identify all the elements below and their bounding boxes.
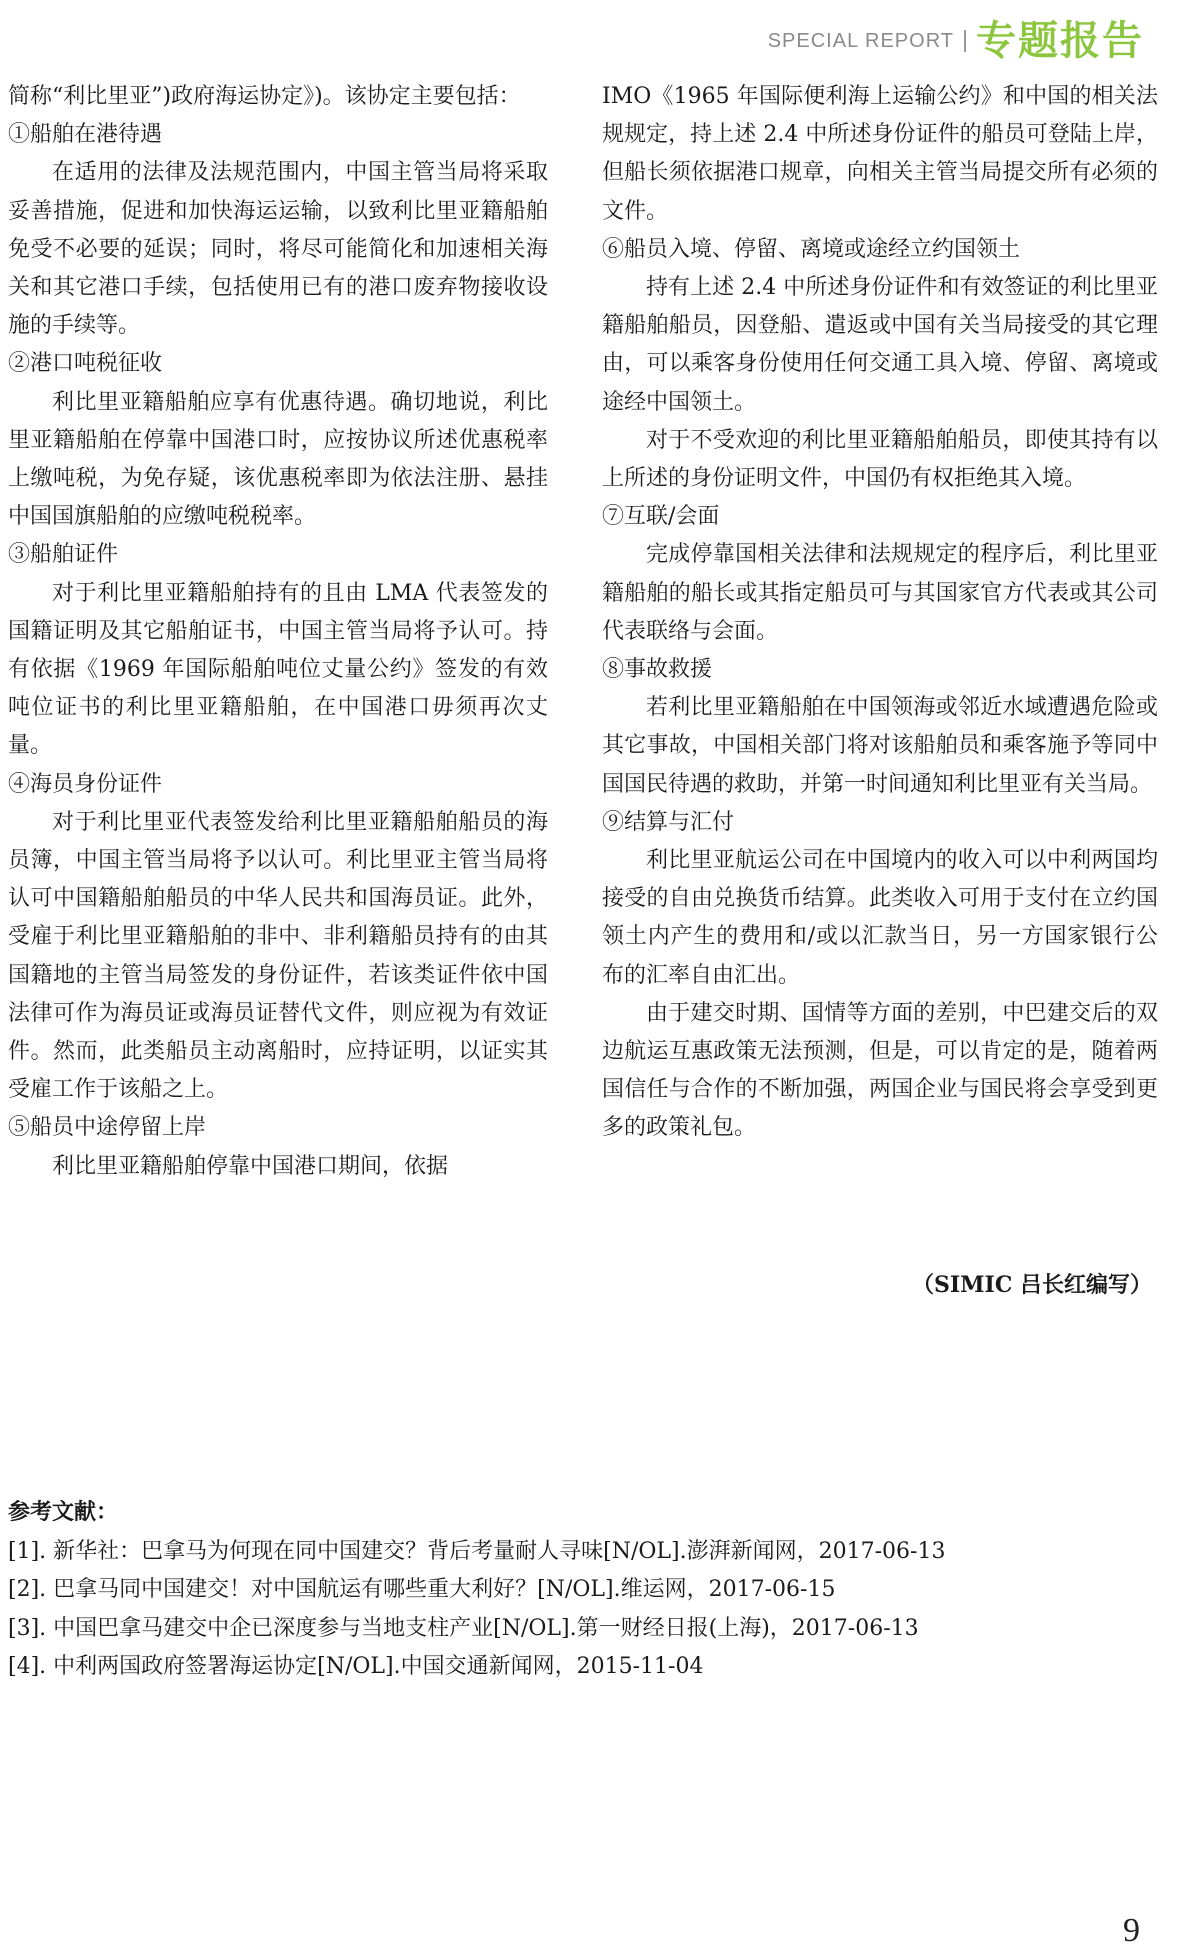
paragraph: 持有上述 2.4 中所述身份证件和有效签证的利比里亚籍船舶船员，因登船、遣返或中国有关当局接受的其它理由，可以乘客身份使用任何交通工具入境、停留、离境或途经中国领土。 (602, 275, 1158, 415)
section-label-zh: 专题报告 (976, 17, 1144, 64)
section-label-en: SPECIAL REPORT (767, 29, 954, 52)
section-heading: ④海员身份证件 (8, 771, 163, 797)
page-header (768, 12, 1144, 62)
section-heading: ⑧事故救援 (602, 657, 713, 683)
paragraph: 对于不受欢迎的利比里亚籍船舶船员，即使其持有以上所述的身份证明文件，中国仍有权拒绝其入境。 (602, 427, 1158, 492)
section-heading: ②港口吨税征收 (8, 351, 163, 377)
paragraph: IMO《1965 年国际便利海上运输公约》和中国的相关法规规定，持上述 2.4 中所述身份证件的船员可登陆上岸，但船长须依据港口规章，向相关主管当局提交所有必须的文件。 (602, 84, 1158, 224)
section-heading: ⑨结算与汇付 (602, 809, 735, 835)
paragraph: 利比里亚航运公司在中国境内的收入可以中利两国均接受的自由兑换货币结算。此类收入可用于支付在立约国领土内产生的费用和/或以汇款当日，另一方国家银行公布的汇率自由汇出。 (602, 848, 1158, 988)
reference-item: [3]. 中国巴拿马建交中企已深度参与当地支柱产业[N/OL].第一财经日报(上海)，2017-06-13 (8, 1615, 919, 1641)
section-heading: ⑥船员入境、停留、离境或途经立约国领土 (602, 236, 1021, 262)
paragraph: 对于利比里亚籍船舶持有的且由 LMA 代表签发的国籍证明及其它船舶证书，中国主管当局将予认可。持有依据《1969 年国际船舶吨位丈量公约》签发的有效吨位证书的利比里亚籍船舶，在中国港口毋须再次丈量。 (8, 580, 548, 759)
left-column (8, 78, 548, 1186)
paragraph: 若利比里亚籍船舶在中国领海或邻近水域遭遇危险或其它事故，中国相关部门将对该船舶员和乘客施予等同中国国民待遇的救助，并第一时间通知利比里亚有关当局。 (602, 695, 1158, 797)
paragraph: 完成停靠国相关法律和法规规定的程序后，利比里亚籍船舶的船长或其指定船员可与其国家官方代表或其公司代表联络与会面。 (602, 542, 1158, 644)
references (8, 1494, 1158, 1687)
paragraph: 利比里亚籍船舶停靠中国港口期间，依据 (52, 1153, 449, 1179)
paragraph: 利比里亚籍船舶应享有优惠待遇。确切地说，利比里亚籍船舶在停靠中国港口时，应按协议所述优惠税率上缴吨税，为免存疑，该优惠税率即为依法注册、悬挂中国国旗船舶的应缴吨税税率。 (8, 389, 548, 530)
reference-item: [1]. 新华社：巴拿马为何现在同中国建交？背后考量耐人寻味[N/OL].澎湃新闻网，2017-06-13 (8, 1538, 946, 1564)
section-heading: ①船舶在港待遇 (8, 122, 163, 148)
paragraph: 在适用的法律及法规范围内，中国主管当局将采取妥善措施，促进和加快海运运输，以致利比里亚籍船舶免受不必要的延误；同时，将尽可能简化和加速相关海关和其它港口手续，包括使用已有的港口废弃物接收设施的手续等。 (8, 160, 548, 339)
section-heading: ⑤船员中途停留上岸 (8, 1115, 207, 1141)
header-divider (964, 30, 966, 52)
reference-item: [4]. 中利两国政府签署海运协定[N/OL].中国交通新闻网，2015-11-04 (8, 1654, 704, 1679)
references-title: 参考文献： (8, 1500, 119, 1525)
section-heading: ⑦互联/会面 (602, 504, 720, 530)
paragraph: 简称“利比里亚”)政府海运协定》)。该协定主要包括： (8, 84, 521, 109)
paragraph: 由于建交时期、国情等方面的差别，中巴建交后的双边航运互惠政策无法预测，但是，可以肯定的是，随着两国信任与合作的不断加强，两国企业与国民将会享受到更多的政策礼包。 (602, 1000, 1158, 1141)
right-column (602, 78, 1158, 1148)
page-number: 9 (1123, 1912, 1140, 1949)
reference-item: [2]. 巴拿马同中国建交！对中国航运有哪些重大利好？[N/OL].维运网，2017-06-15 (8, 1577, 836, 1602)
paragraph: 对于利比里亚代表签发给利比里亚籍船舶船员的海员簿，中国主管当局将予以认可。利比里亚主管当局将认可中国籍船舶船员的中华人民共和国海员证。此外，受雇于利比里亚籍船舶的非中、非利籍船员持有的由其国籍地的主管当局签发的身份证件，若该类证件依中国法律可作为海员证或海员证替代文件，则应视为有效证件。然而，此类船员主动离船时，应持证明，以证实其受雇工作于该船之上。 (8, 809, 548, 1103)
section-heading: ③船舶证件 (8, 542, 119, 568)
author-credit: （SIMIC 吕长红编写） (912, 1272, 1152, 1298)
